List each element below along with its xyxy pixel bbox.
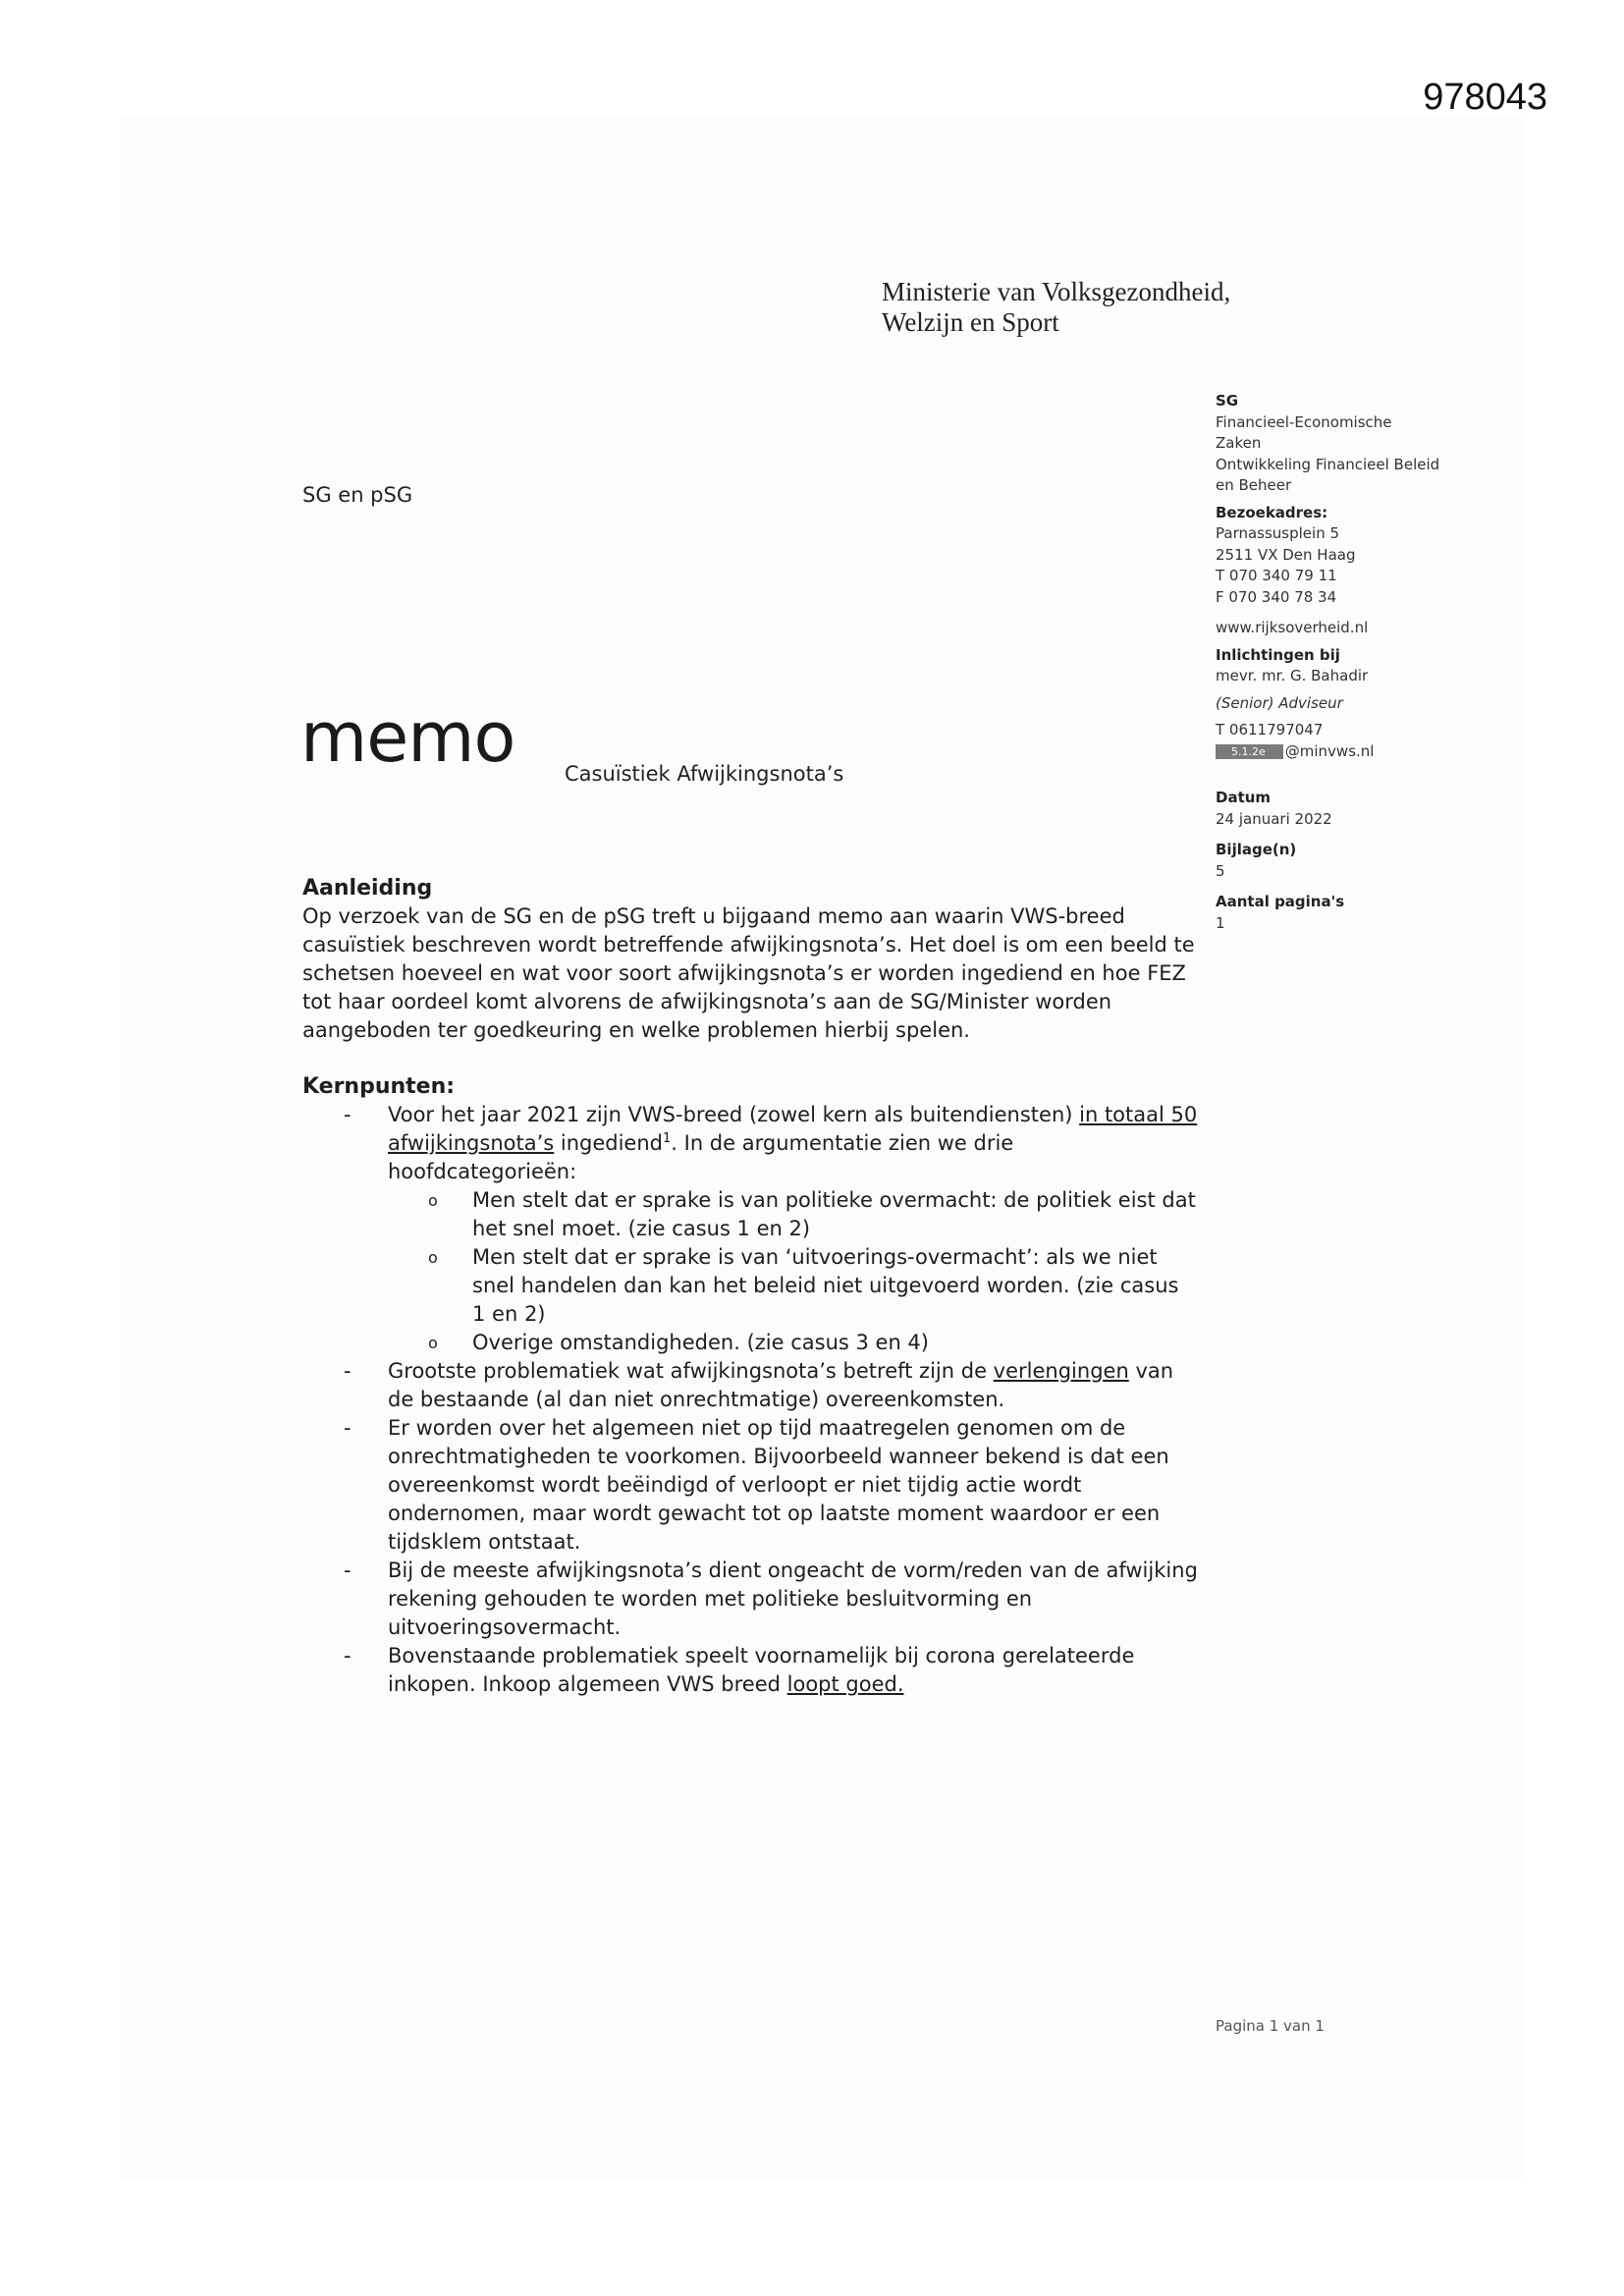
list-item: - Grootste problematiek wat afwijkingsnota’s betreft zijn de verlengingen van de bestaande (al dan niet onrechtmatige) overeenkomsten. [388, 1357, 1198, 1414]
underlined-text: loopt goed. [786, 1672, 904, 1696]
list-item: - Bovenstaande problematiek speelt voornamelijk bij corona gerelateerde inkopen. Inkoop algemeen VWS breed loopt goed. [388, 1642, 1198, 1699]
kernpunten-list [302, 1101, 1198, 1699]
ministry-logo-text [882, 277, 1230, 338]
contact-phone: T 0611797047 [1216, 721, 1324, 738]
list-item: - Bij de meeste afwijkingsnota’s dient ongeacht de vorm/reden van de afwijking rekening gehouden te worden met politieke besluitvorming en uitvoeringsovermacht. [388, 1557, 1198, 1642]
memo-body [302, 874, 1198, 1699]
footnote-marker[interactable]: 1 [663, 1131, 672, 1146]
date-label: Datum [1216, 789, 1272, 806]
dept-line: Financieel-Economische [1216, 412, 1392, 431]
sub-list-item: o Men stelt dat er sprake is van politieke overmacht: de politiek eist dat het snel moet. (zie casus 1 en 2) [472, 1186, 1198, 1243]
list-item: - Voor het jaar 2021 zijn VWS-breed (zowel kern als buitendiensten) in totaal 50 afwijkingsnota’s ingediend$^1$. In de argumentatie zien we drie hoofdcategorieën: o Men stelt dat er sprake is van politieke overmacht: de politiek eist dat het snel moet. (zie casus 1 en 2) o Men stelt dat er sprake is van ‘uitvoerings-overmacht’: als we niet snel handelen dan kan het beleid niet uitgevoerd worden. (zie casus 1 en 2) o Overige omstandigheden. (zie casus 3 en 4) [388, 1101, 1198, 1357]
memo-subject: Casuïstiek Afwijkingsnota’s [565, 762, 844, 786]
underlined-text: in totaal 50 afwijkingsnota’s [388, 1103, 1198, 1155]
section-heading-aanleiding: Aanleiding [302, 876, 433, 901]
pages-value: 1 [1216, 913, 1225, 932]
address-line: 2511 VX Den Haag [1216, 545, 1356, 564]
address-line: Parnassusplein 5 [1216, 524, 1340, 542]
info-label: Inlichtingen bij [1216, 645, 1340, 664]
underlined-text: verlengingen [993, 1359, 1129, 1383]
contact-name: mevr. mr. G. Bahadir [1216, 667, 1369, 684]
dept-line: en Beheer [1216, 476, 1292, 494]
list-item: - Er worden over het algemeen niet op tijd maatregelen genomen om de onrechtmatigheden te voorkomen. Bijvoorbeeld wanneer bekend is dat een overeenkomst wordt beëindigd of verloopt er niet tijdig actie wordt ondernomen, maar wordt gewacht tot op laatste moment waardoor er een tijdsklem ontstaat. [388, 1414, 1198, 1557]
contact-email [1216, 741, 1510, 763]
org-code: SG [1216, 392, 1239, 410]
date-value: 24 januari 2022 [1216, 809, 1332, 828]
page-footer: Pagina 1 van 1 [1216, 2017, 1325, 2035]
address-line: T 070 340 79 11 [1216, 567, 1337, 584]
sub-list-item: o Men stelt dat er sprake is van ‘uitvoerings-overmacht’: als we niet snel handelen dan kan het beleid niet uitgevoerd worden. (zie casus 1 en 2) [472, 1243, 1198, 1329]
ministry-line-1: Ministerie van Volksgezondheid, [882, 277, 1231, 306]
sub-list-item: o Overige omstandigheden. (zie casus 3 en 4) [472, 1329, 1198, 1357]
attachments-value: 5 [1216, 861, 1225, 880]
aanleiding-paragraph: Op verzoek van de SG en de pSG treft u bijgaand memo aan waarin VWS-breed casuïstiek beschreven wordt betreffende afwijkingsnota’s. Het doel is om een beeld te schetsen hoeveel en wat voor soort afwijkingsnota’s er worden ingediend en hoe FEZ tot haar oordeel komt alvorens de afwijkingsnota’s aan de SG/Minister worden aangeboden ter goedkeuring en welke problemen hierbij spelen. [302, 904, 1195, 1042]
document-number: 978043 [1423, 77, 1547, 118]
pages-label: Aantal pagina's [1216, 893, 1345, 910]
visit-address-label: Bezoekadres: [1216, 503, 1328, 521]
address-line: F 070 340 78 34 [1216, 587, 1337, 606]
memo-title: memo [300, 697, 515, 778]
section-heading-kernpunten: Kernpunten: [302, 1074, 456, 1099]
category-sublist [388, 1186, 1198, 1357]
contact-role: (Senior) Adviseur [1216, 693, 1343, 712]
sender-sidebar [1216, 391, 1510, 934]
website-link[interactable]: www.rijksoverheid.nl [1216, 619, 1369, 636]
redaction-box: 5.1.2e [1216, 744, 1283, 759]
email-domain: @minvws.nl [1284, 741, 1375, 760]
recipient: SG en pSG [302, 483, 413, 507]
dept-line: Zaken [1216, 434, 1262, 452]
ministry-line-2: Welzijn en Sport [882, 307, 1059, 337]
dept-line: Ontwikkeling Financieel Beleid [1216, 455, 1440, 473]
attachments-label: Bijlage(n) [1216, 841, 1297, 858]
